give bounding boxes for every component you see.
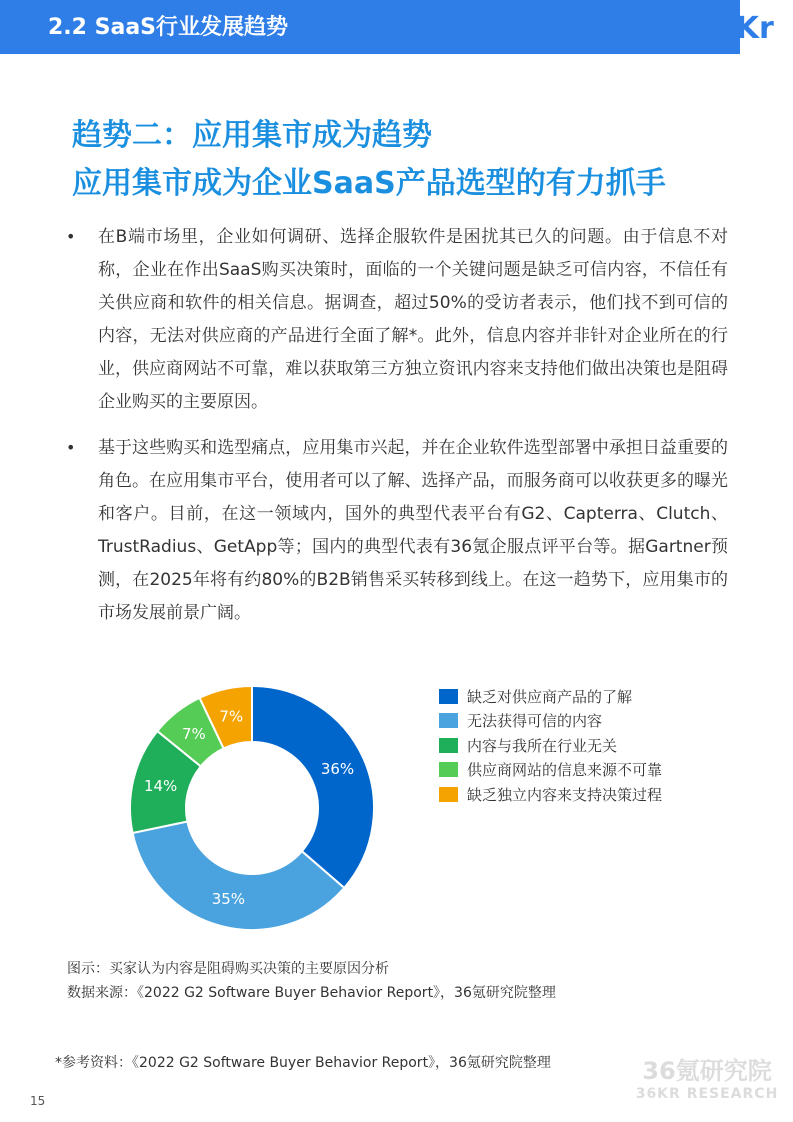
slice-value-label: 36% xyxy=(320,759,355,778)
slice-value-label: 7% xyxy=(219,707,244,726)
donut-slice xyxy=(252,686,374,888)
slice-value-label: 7% xyxy=(181,725,206,744)
donut-chart xyxy=(0,650,793,940)
legend-item xyxy=(439,733,662,758)
paragraph-1: 在B端市场里，企业如何调研、选择企服软件是困扰其已久的问题。由于信息不对称，企业在作出SaaS购买决策时，面临的一个关键问题是缺乏可信内容，不信任有关供应商和软件的相关信息。据调查，超过50%的受访者表示，他们找不到可信的内容，无法对供应商的产品进行全面了解*。此外，信息内容并非针对企业所在的行业，供应商网站不可靠，难以获取第三方独立资讯内容来支持他们做出决策也是阻碍企业购买的主要原因。 xyxy=(98,227,728,412)
watermark-line-2: 36KR RESEARCH xyxy=(635,1086,779,1102)
heading-secondary: 应用集市成为企业SaaS产品选型的有力抓手 xyxy=(72,166,666,201)
legend-swatch xyxy=(439,787,458,802)
legend-label: 内容与我所在行业无关 xyxy=(467,736,618,755)
legend-label: 供应商网站的信息来源不可靠 xyxy=(467,761,663,780)
legend-label: 缺乏独立内容来支持决策过程 xyxy=(467,785,663,804)
bullet-dot: • xyxy=(66,438,76,457)
legend-item xyxy=(439,758,662,783)
data-source: 数据来源：《2022 G2 Software Buyer Behavior Report》，36氪研究院整理 xyxy=(67,985,556,1001)
legend-item xyxy=(439,684,662,709)
slice-value-label: 14% xyxy=(143,776,178,795)
legend-label: 缺乏对供应商产品的了解 xyxy=(467,687,633,706)
legend-swatch xyxy=(439,713,458,728)
logo-number: 36Kr xyxy=(694,11,774,46)
legend-label: 无法获得可信的内容 xyxy=(467,712,603,731)
brand-logo xyxy=(692,2,792,54)
section-title: 2.2 SaaS行业发展趋势 xyxy=(48,15,289,40)
figure-caption: 图示：买家认为内容是阻碍购买决策的主要原因分析 xyxy=(67,961,389,977)
legend-swatch xyxy=(439,689,458,704)
legend-swatch xyxy=(439,762,458,777)
legend-item xyxy=(439,709,662,734)
reference-note: *参考资料：《2022 G2 Software Buyer Behavior Report》，36氪研究院整理 xyxy=(55,1055,551,1071)
legend-item xyxy=(439,782,662,807)
chart-legend xyxy=(439,684,662,807)
bullet-dot: • xyxy=(66,227,76,246)
heading-primary: 趋势二：应用集市成为趋势 xyxy=(72,118,432,153)
watermark-line-1: 36氪研究院 xyxy=(642,1057,772,1085)
watermark xyxy=(632,1057,782,1103)
paragraph-2: 基于这些购买和选型痛点，应用集市兴起，并在企业软件选型部署中承担日益重要的角色。在应用集市平台，使用者可以了解、选择产品，而服务商可以收获更多的曝光和客户。目前，在这一领域内，国外的典型代表平台有G2、Capterra、Clutch、TrustRadius、GetApp等；国内的典型代表有36氪企服点评平台等。据Gartner预测，在2025年将有约80%的B2B销售采买转移到线上。在这一趋势下，应用集市的市场发展前景广阔。 xyxy=(98,438,728,623)
slice-value-label: 35% xyxy=(211,889,246,908)
page-number: 15 xyxy=(30,1094,46,1108)
legend-swatch xyxy=(439,738,458,753)
